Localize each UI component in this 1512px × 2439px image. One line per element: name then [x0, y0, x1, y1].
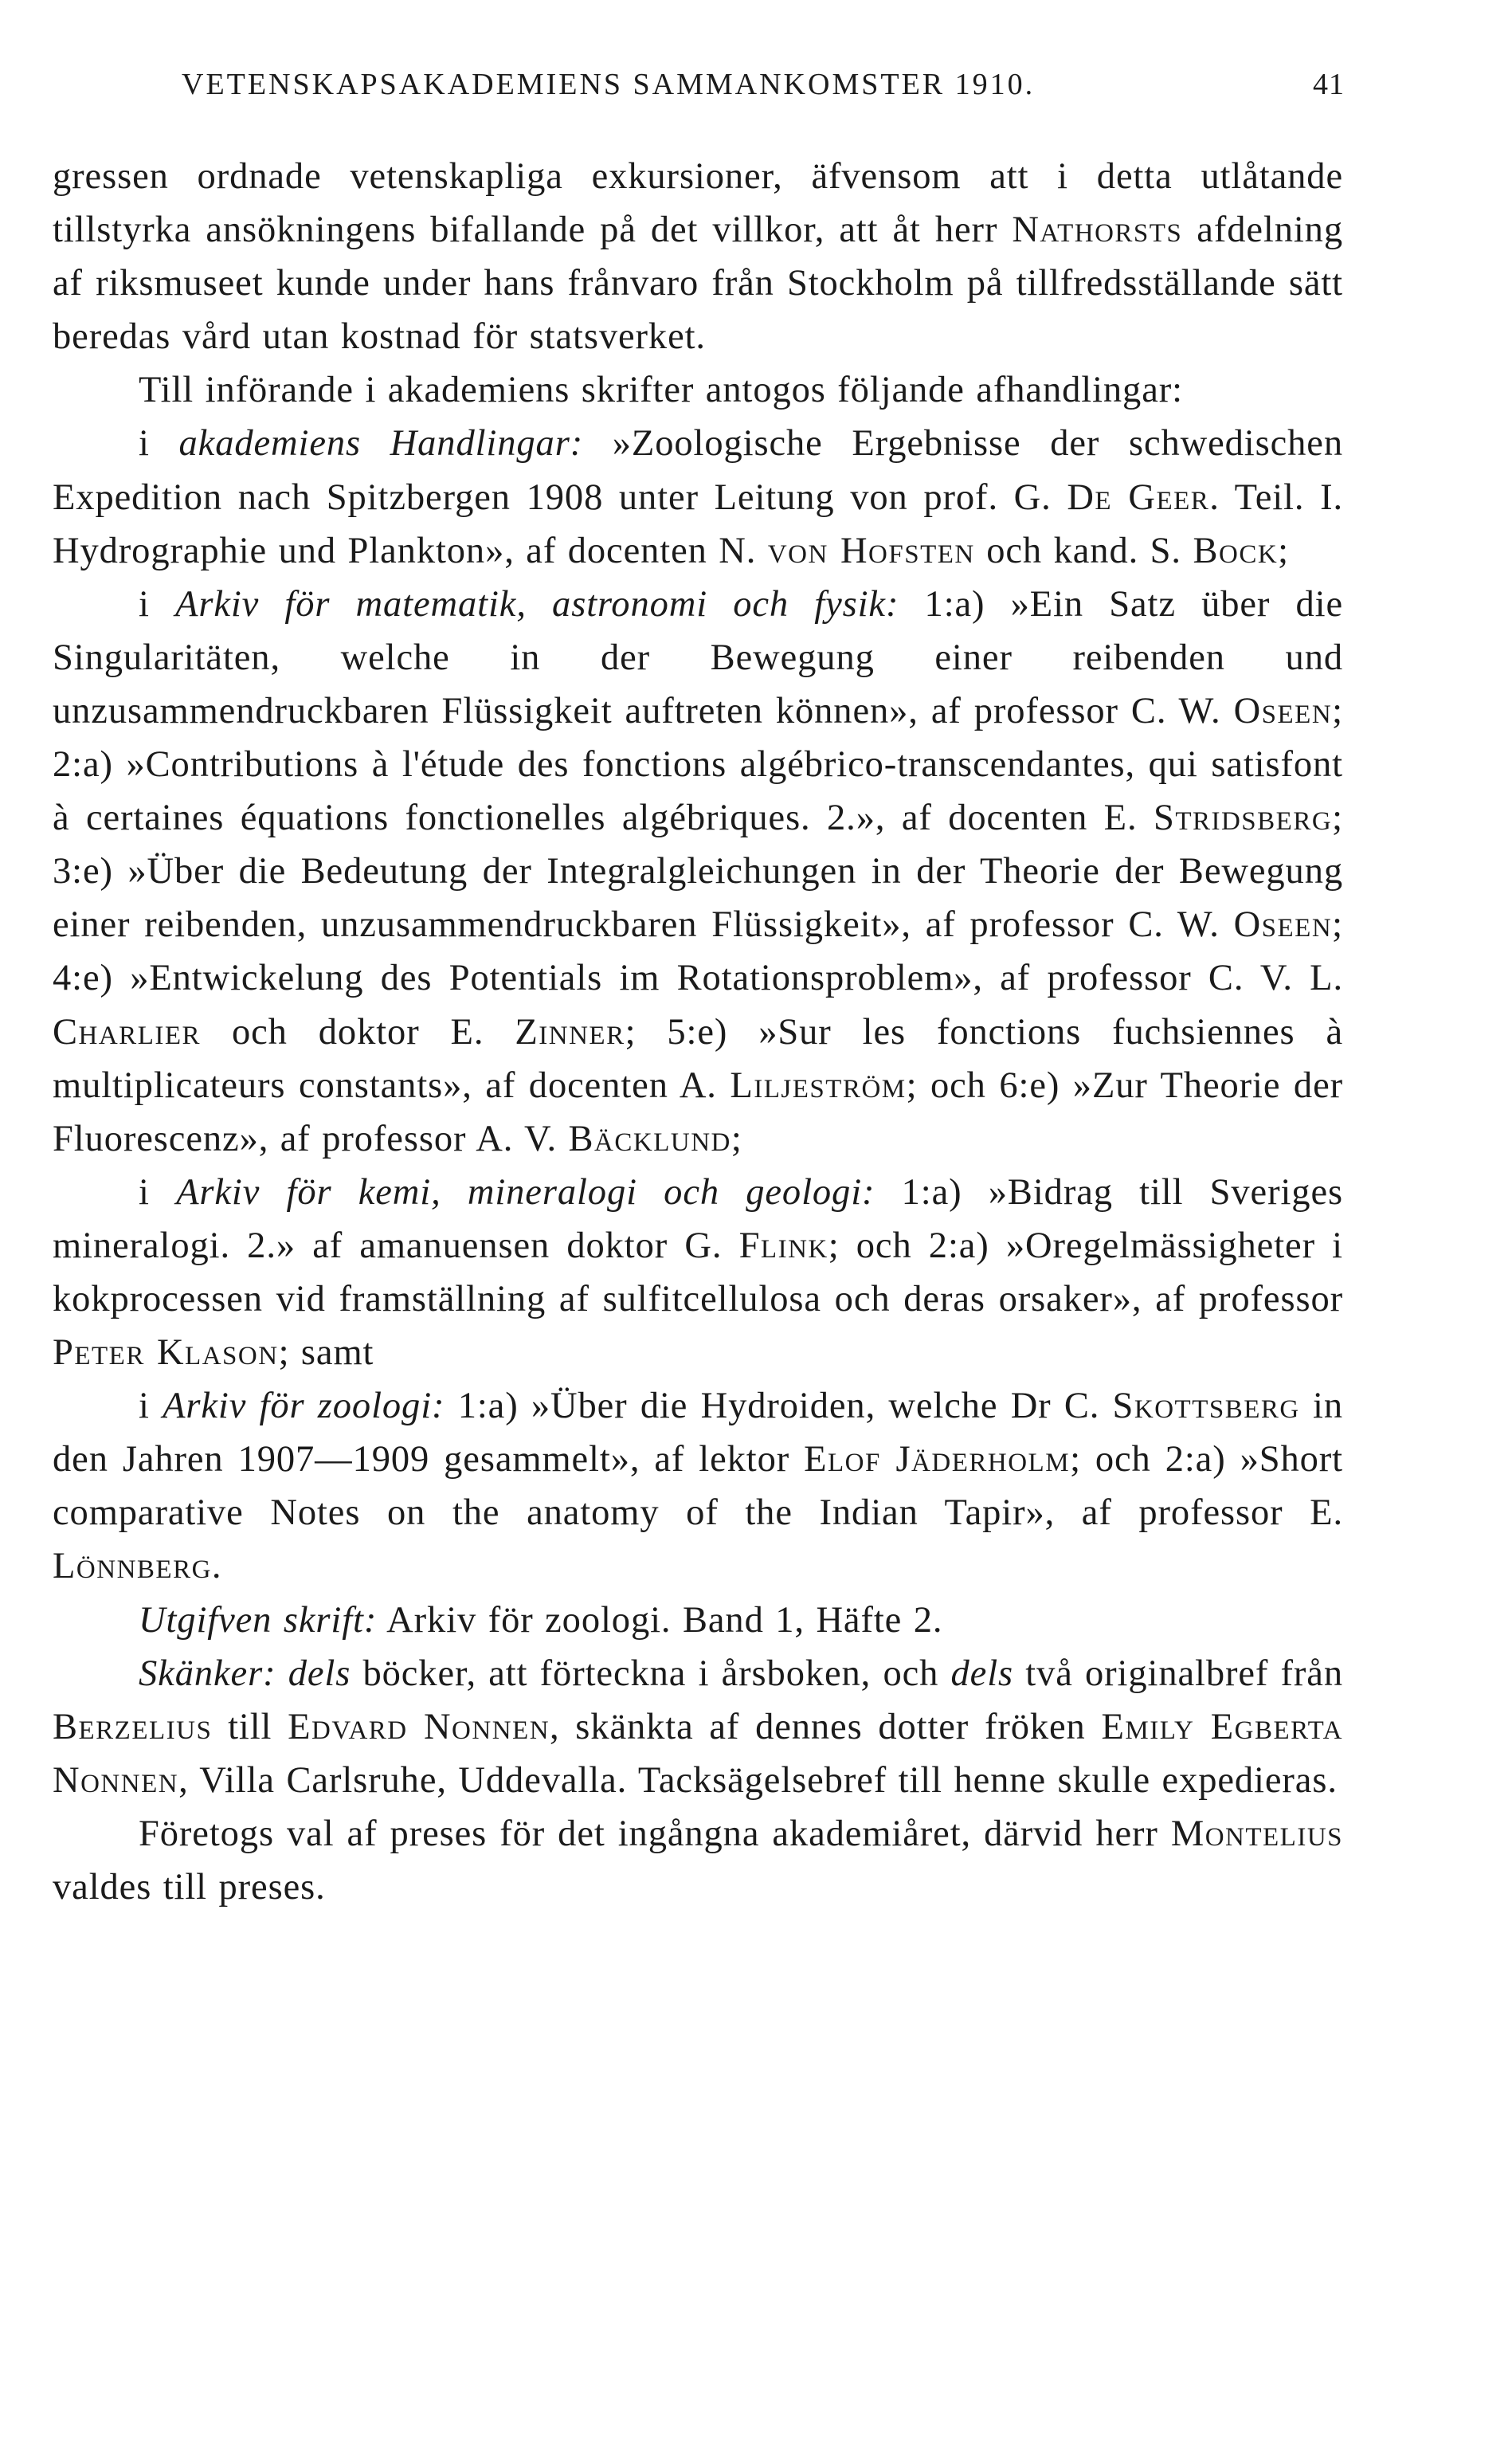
person-name: von Hofsten — [767, 530, 975, 571]
person-name: De Geer — [1067, 476, 1210, 518]
text-run: ; och 2:a) »Short comparative Notes on the anatomy of the Indian Tapir», af professor E. — [53, 1439, 1343, 1534]
person-name: Stridsberg — [1153, 798, 1333, 839]
text-run: till — [212, 1706, 288, 1747]
person-name: Nathorsts — [1012, 210, 1183, 251]
text-run: ; — [1278, 530, 1289, 571]
text-run: i — [139, 583, 176, 625]
text-run: valdes till preses. — [53, 1867, 326, 1908]
person-name: Montelius — [1170, 1813, 1343, 1854]
text-run: , Villa Carlsruhe, Uddevalla. Tacksägelsebref till henne skulle expedieras. — [178, 1759, 1338, 1801]
text-run: in den Jahren 1907—1909 gesammelt», af lektor — [53, 1386, 1343, 1480]
emphasis: dels — [950, 1653, 1014, 1694]
text-run: två originalbref från — [1013, 1653, 1343, 1694]
text-run: ; 5:e) »Sur les fonctions fuchsiennes à multiplicateurs constants», af docenten A. — [53, 1011, 1343, 1106]
person-name: Charlier — [53, 1011, 202, 1053]
list-item-arkiv-matematik — [53, 578, 1343, 1166]
paragraph-exkursioner — [53, 150, 1343, 363]
text-run: ; 3:e) »Über die Bedeutung der Integralgleichungen in der Theorie der Bewegung einer reibenden, unzusammendruckbaren Flüssigkeit», af professor C. W. — [53, 798, 1343, 946]
text-run: afdelning af riksmuseet kunde under hans frånvaro från Stockholm på tillfredsställande sätt beredas vård utan kostnad för statsverket. — [53, 210, 1343, 358]
text-run: 1:a) »Ein Satz über die Singularitäten, welche in der Bewegung einer reibenden und unzusammendruckbaren Flüssigkeit auftreten können», af professor C. W. — [53, 583, 1343, 731]
section-label: Utgifven skrift: — [139, 1599, 378, 1641]
person-name: Berzelius — [53, 1706, 213, 1747]
text-run: ; 2:a) »Contributions à l'étude des fonctions algébrico-transcendantes, qui satisfont à certaines équations fonctionelles algébriques. 2.», af docenten E. — [53, 690, 1343, 839]
journal-title: Arkiv för kemi, mineralogi och geologi: — [176, 1171, 875, 1213]
person-name: Elof Jäderholm — [804, 1439, 1071, 1480]
paragraph-utgifven-skrift — [53, 1594, 1343, 1647]
text-run: Arkiv för zoologi. Band 1, Häfte 2. — [377, 1599, 943, 1641]
text-run: ; och 2:a) »Oregelmässigheter i kokprocessen vid framställning af sulfitcellulosa och deras orsaker», af professor — [53, 1225, 1343, 1319]
journal-title: akademiens Handlingar: — [178, 423, 584, 465]
page-header — [182, 67, 1345, 115]
paragraph-preses-val — [53, 1807, 1343, 1914]
person-name: Liljeström — [730, 1065, 907, 1106]
emphasis: dels — [288, 1653, 351, 1694]
body-text — [53, 150, 1343, 1914]
paragraph-afhandlingar-intro — [53, 363, 1343, 417]
person-name: Oseen — [1233, 690, 1333, 731]
person-name: Edvard Nonnen — [288, 1706, 550, 1747]
journal-title: Arkiv för zoologi: — [163, 1386, 445, 1427]
text-run: . Teil. I. Hydrographie und Plankton», af docenten N. — [53, 476, 1343, 571]
person-name: Emily Egberta Nonnen — [53, 1706, 1344, 1801]
person-name: Bäcklund — [568, 1118, 731, 1159]
list-item-handlingar — [53, 417, 1343, 577]
text-run: Till införande i akademiens skrifter antogos följande afhandlingar: — [139, 370, 1183, 411]
text-run: ; — [731, 1118, 742, 1159]
person-name: Flink — [738, 1225, 828, 1266]
text-run: böcker, att förteckna i årsboken, och — [351, 1653, 951, 1694]
text-run: 1:a) »Über die Hydroiden, welche Dr C. — [445, 1386, 1113, 1427]
person-name: Lönnberg — [53, 1546, 212, 1587]
text-run: 1:a) »Bidrag till Sveriges mineralogi. 2.» af amanuensen doktor G. — [53, 1171, 1343, 1266]
person-name: Oseen — [1233, 904, 1333, 946]
list-item-arkiv-zoologi — [53, 1379, 1343, 1593]
page-number: 41 — [1313, 68, 1345, 101]
text-run: »Zoologische Ergebnisse der schwedischen Expedition nach Spitzbergen 1908 unter Leitung von prof. G. — [53, 423, 1343, 518]
text-run: Företogs val af preses för det ingångna akademiåret, därvid herr — [139, 1813, 1171, 1854]
text-run: ; och 6:e) »Zur Theorie der Fluorescenz», af professor A. V. — [53, 1065, 1343, 1159]
running-title: VETENSKAPSAKADEMIENS SAMMANKOMSTER 1910. — [182, 68, 1036, 101]
text-run: och doktor E. — [201, 1011, 515, 1053]
list-item-arkiv-kemi — [53, 1166, 1343, 1379]
person-name: Bock — [1193, 530, 1279, 571]
text-run: . — [211, 1546, 222, 1587]
text-run: i — [139, 1171, 177, 1213]
text-run: ; 4:e) »Entwickelung des Potentials im Rotationsproblem», af professor C. V. L. — [53, 904, 1343, 999]
text-run: gressen ordnade vetenskapliga exkursioner, äfvensom att i detta utlåtande tillstyrka ansökningens bifallande på det villkor, att åt herr — [53, 156, 1343, 251]
text-run: i — [139, 423, 179, 465]
person-name: Skottsberg — [1112, 1386, 1300, 1427]
paragraph-skanker — [53, 1647, 1343, 1807]
text-run: och kand. S. — [974, 530, 1193, 571]
text-run: i — [139, 1386, 163, 1427]
text-run: , skänkta af dennes dotter fröken — [550, 1706, 1102, 1747]
person-name: Peter Klason — [53, 1332, 279, 1374]
section-label: Skänker: — [139, 1653, 276, 1694]
person-name: Zinner — [515, 1011, 625, 1053]
journal-title: Arkiv för matematik, astronomi och fysik: — [175, 583, 899, 625]
text-run: ; samt — [278, 1332, 374, 1374]
